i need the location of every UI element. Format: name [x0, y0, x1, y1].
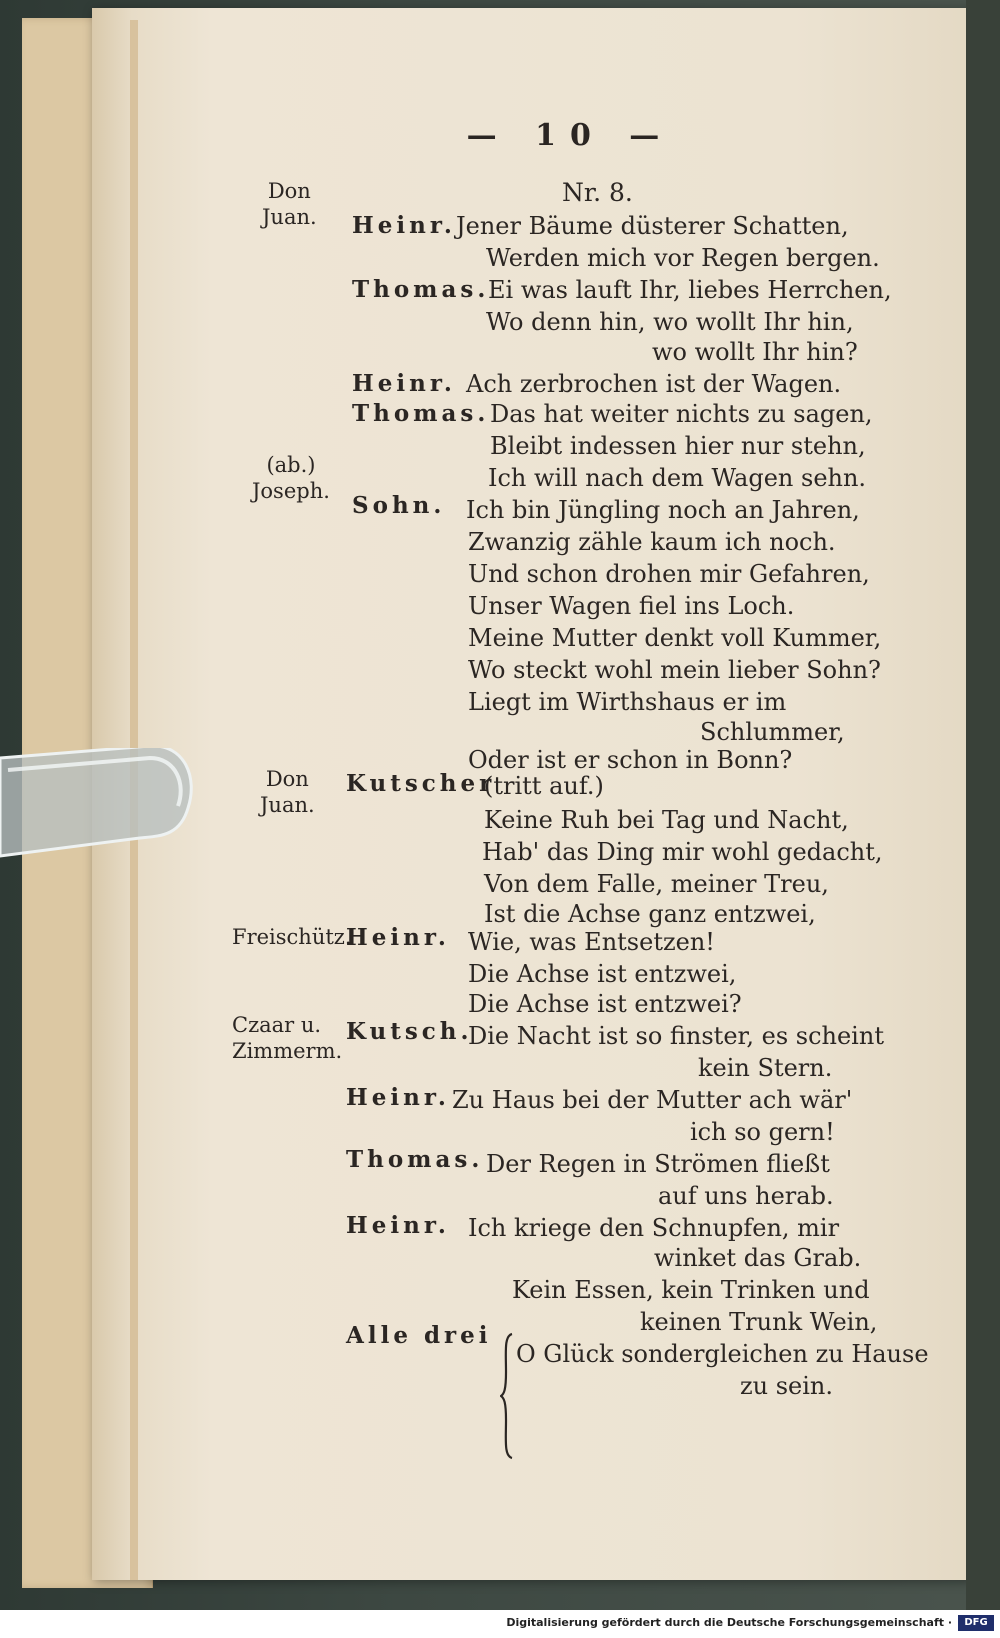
verse-line: Oder ist er schon in Bonn? [468, 746, 793, 774]
verse-line: Wo denn hin, wo wollt Ihr hin, [486, 308, 854, 336]
speaker-heinr: Heinr. [346, 1084, 450, 1111]
verse-line: Die Nacht ist so finster, es scheint [468, 1022, 884, 1050]
verse-line: winket das Grab. [654, 1244, 862, 1272]
verse-line: Zwanzig zähle kaum ich noch. [468, 528, 836, 556]
curly-brace-icon [500, 1332, 514, 1460]
speaker-heinr: Heinr. [346, 924, 450, 951]
verse-line: Wie, was Entsetzen! [468, 928, 715, 956]
verse-line: ich so gern! [690, 1118, 835, 1146]
verse-line: Schlummer, [700, 718, 845, 746]
speaker-thomas: Thomas. [352, 276, 490, 303]
speaker-kutscher: Kutscher [346, 770, 496, 797]
verse-line: wo wollt Ihr hin? [652, 338, 858, 366]
cue-don-juan-2: Don Juan. [260, 767, 315, 817]
verse-line: kein Stern. [698, 1054, 833, 1082]
book-cover-edge [966, 0, 1000, 1638]
verse-line: Ei was lauft Ihr, liebes Herrchen, [488, 276, 892, 304]
verse-line: Bleibt indessen hier nur stehn, [490, 432, 866, 460]
verse-line: Und schon drohen mir Gefahren, [468, 560, 870, 588]
speaker-thomas: Thomas. [346, 1146, 484, 1173]
speaker-kutsch: Kutsch. [346, 1018, 473, 1045]
cue-joseph: (ab.) Joseph. [252, 453, 330, 503]
song-number-heading: Nr. 8. [562, 178, 633, 207]
page-number: — 10 — [466, 118, 674, 153]
verse-line: auf uns herab. [658, 1182, 834, 1210]
verse-line: Von dem Falle, meiner Treu, [484, 870, 829, 898]
speaker-heinr: Heinr. [346, 1212, 450, 1239]
speaker-alle-drei: Alle drei [346, 1322, 492, 1349]
verse-line: Wo steckt wohl mein lieber Sohn? [468, 656, 881, 684]
verse-line: Ach zerbrochen ist der Wagen. [466, 370, 842, 398]
verse-line: Hab' das Ding mir wohl gedacht, [482, 838, 883, 866]
speaker-thomas: Thomas. [352, 400, 490, 427]
verse-line: Die Achse ist entzwei? [468, 990, 742, 1018]
verse-line: Liegt im Wirthshaus er im [468, 688, 787, 716]
verse-line: Zu Haus bei der Mutter ach wär' [452, 1086, 853, 1114]
dfg-logo: DFG [958, 1615, 994, 1631]
verse-line: Ich kriege den Schnupfen, mir [468, 1214, 840, 1242]
cue-freischuetz: Freischütz. [232, 925, 352, 949]
verse-line: Der Regen in Strömen fließt [486, 1150, 830, 1178]
verse-line: Kein Essen, kein Trinken und [512, 1276, 870, 1304]
footer-credit: Digitalisierung gefördert durch die Deutsche Forschungsgemeinschaft · [506, 1616, 952, 1629]
verse-line: Ich will nach dem Wagen sehn. [488, 464, 867, 492]
verse-line: zu sein. [740, 1372, 834, 1400]
cue-don-juan-1: Don Juan. [262, 179, 317, 229]
verse-line: Jener Bäume düsterer Schatten, [456, 212, 849, 240]
verse-line: Die Achse ist entzwei, [468, 960, 737, 988]
page-clip [0, 748, 200, 868]
verse-line: O Glück sondergleichen zu Hause [516, 1340, 929, 1368]
speaker-sohn: Sohn. [352, 492, 446, 519]
speaker-heinr: Heinr. [352, 212, 456, 239]
footer-bar [0, 1610, 1000, 1638]
verse-line: Unser Wagen fiel ins Loch. [468, 592, 795, 620]
verse-line: Keine Ruh bei Tag und Nacht, [484, 806, 849, 834]
verse-line: Meine Mutter denkt voll Kummer, [468, 624, 882, 652]
verse-line: Werden mich vor Regen bergen. [486, 244, 880, 272]
verse-line: Das hat weiter nichts zu sagen, [490, 400, 873, 428]
verse-line: Ich bin Jüngling noch an Jahren, [466, 496, 860, 524]
stage-direction: (tritt auf.) [484, 772, 604, 800]
cue-czaar-und-zimmermann: Czaar u. Zimmerm. [232, 1013, 343, 1063]
speaker-heinr: Heinr. [352, 370, 456, 397]
verse-line: keinen Trunk Wein, [640, 1308, 878, 1336]
verse-line: Ist die Achse ganz entzwei, [484, 900, 816, 928]
